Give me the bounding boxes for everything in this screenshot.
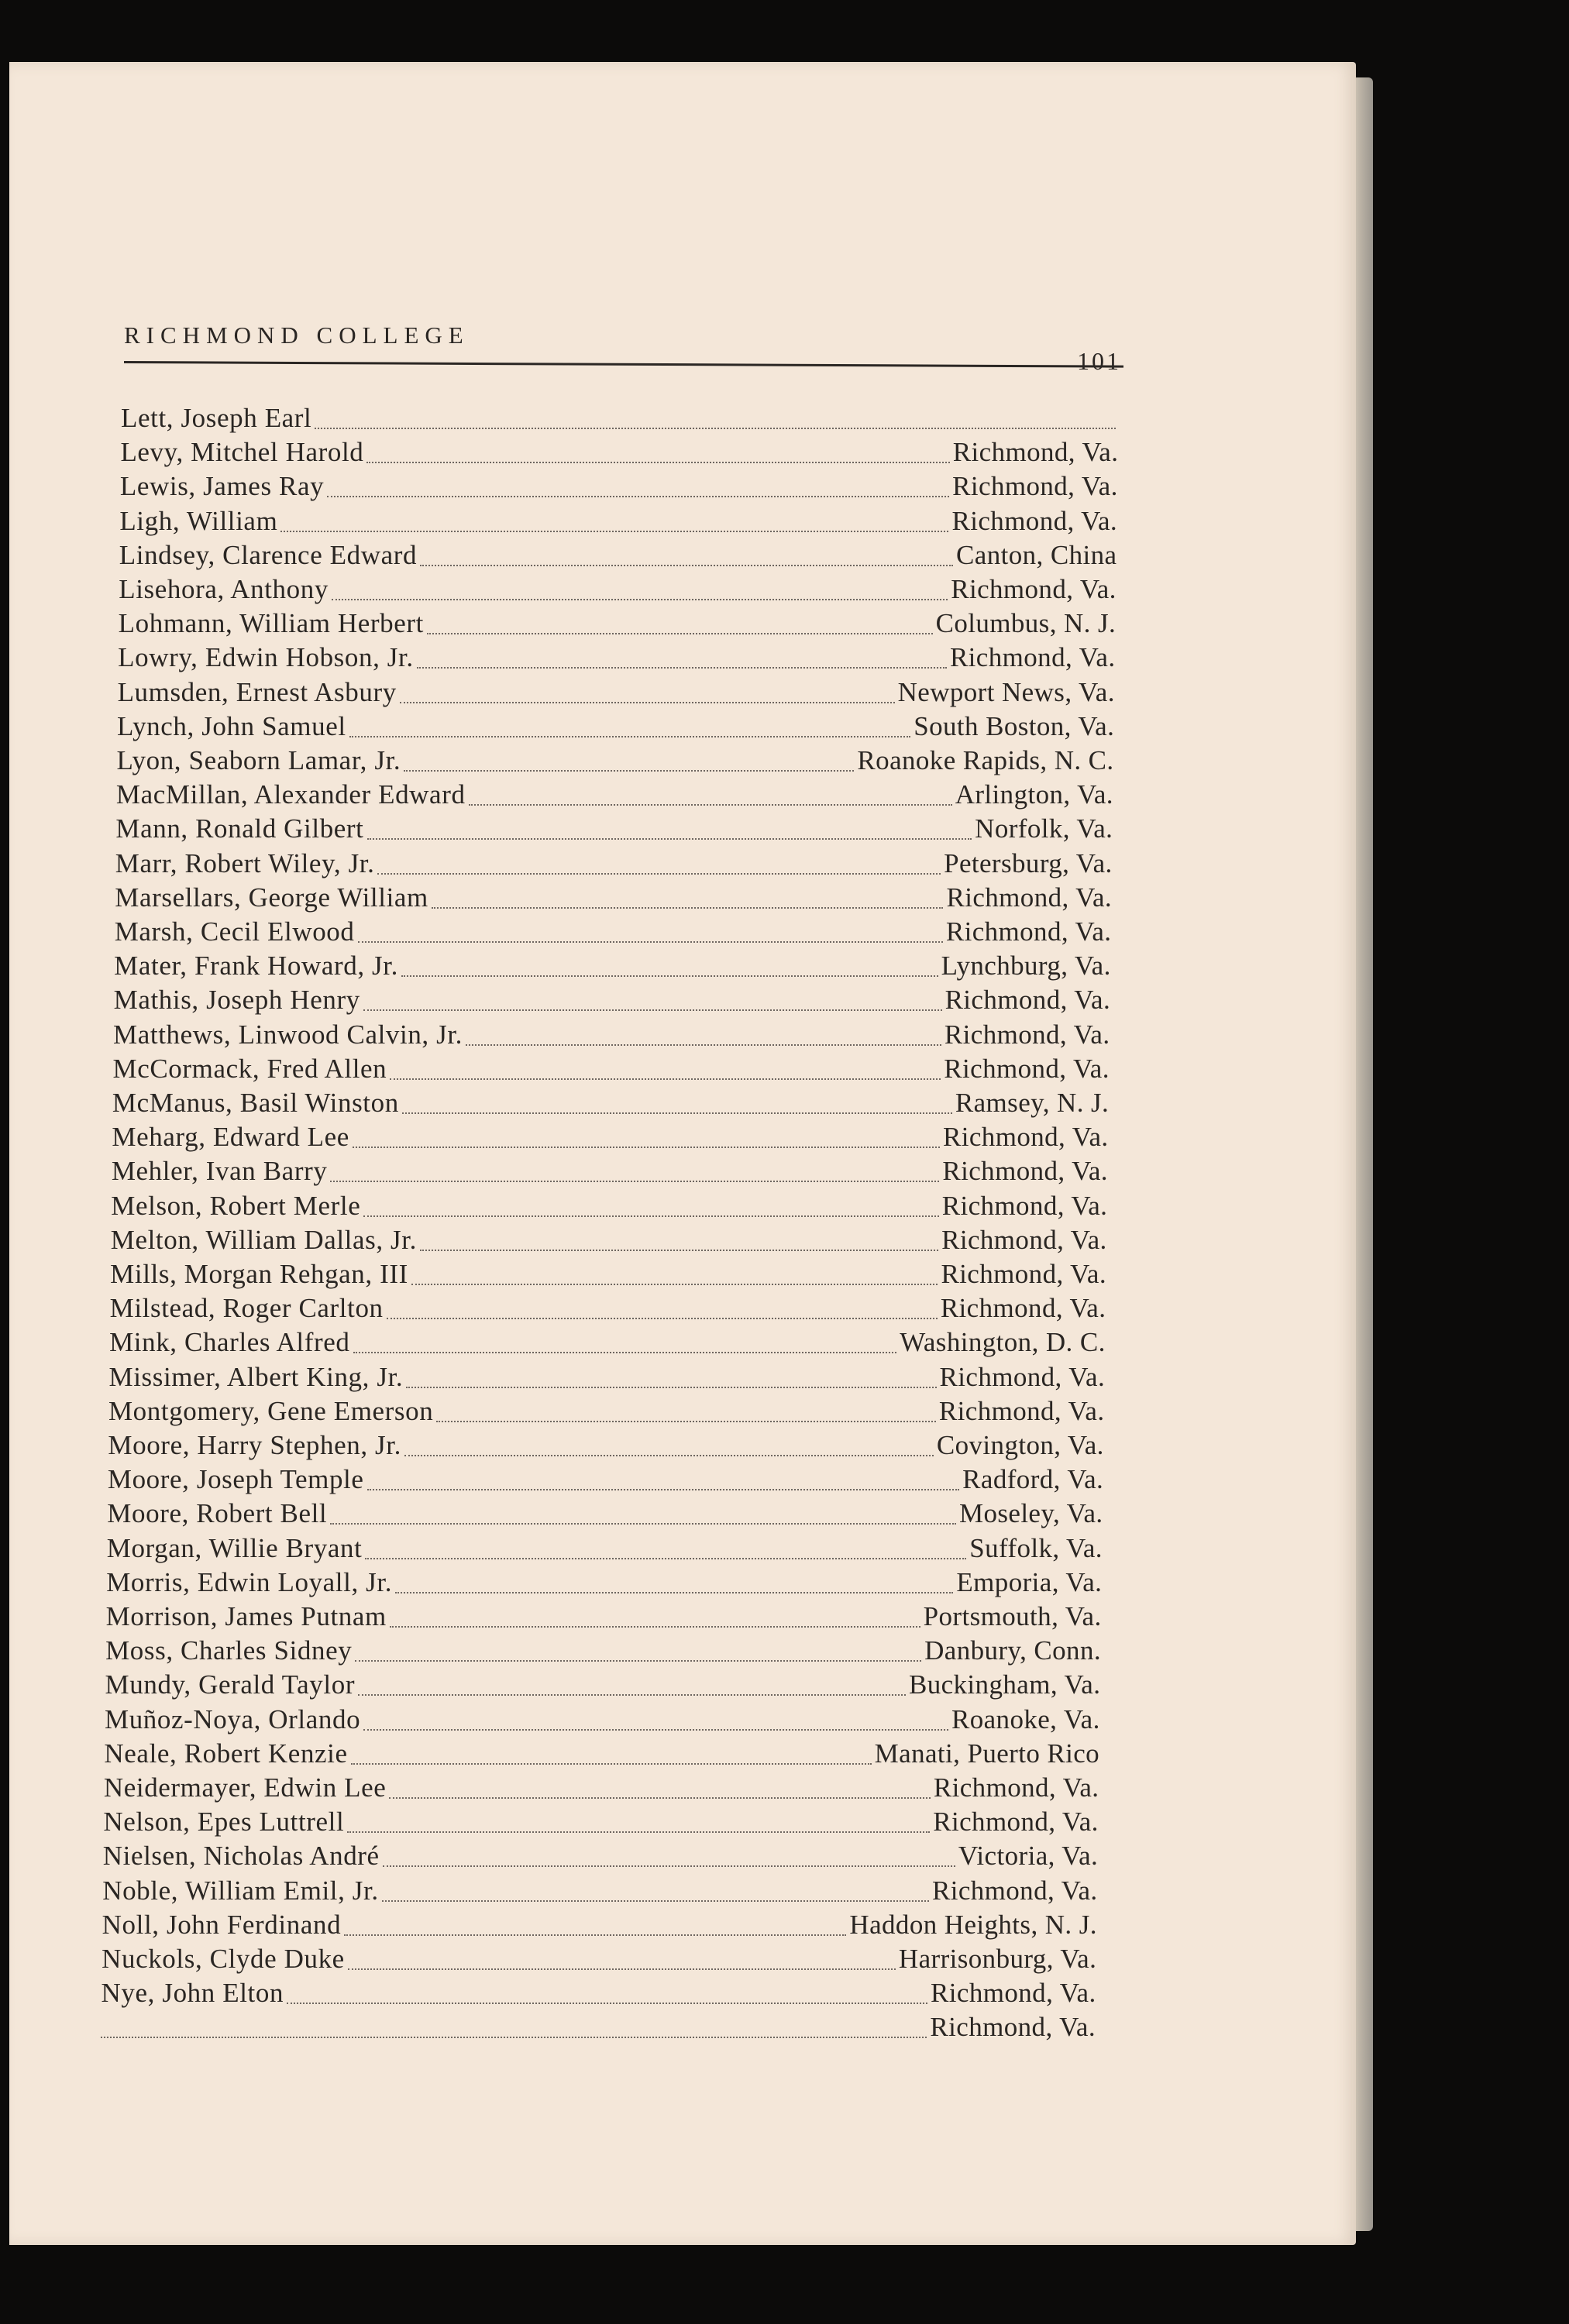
hometown: Richmond, Va. [930, 2012, 1096, 2043]
student-name: Mills, Morgan Rehgan, III [110, 1259, 408, 1289]
dot-leader [332, 598, 948, 600]
dot-leader [400, 701, 895, 703]
roster-entry [115, 882, 1112, 916]
dot-leader [389, 1796, 930, 1799]
student-name: Lisehora, Anthony [119, 574, 329, 604]
dot-leader [406, 1386, 936, 1388]
dot-leader [353, 1146, 940, 1148]
roster-entry [119, 506, 1117, 540]
roster-entry [104, 1772, 1099, 1807]
dot-leader [420, 1249, 938, 1251]
hometown: Lynchburg, Va. [941, 951, 1111, 982]
hometown: Richmond, Va. [949, 642, 1116, 673]
roster-entry [108, 1464, 1103, 1498]
roster-entry [113, 1019, 1110, 1054]
hometown: Moseley, Va. [958, 1498, 1103, 1529]
hometown: Emporia, Va. [956, 1566, 1103, 1597]
hometown: Victoria, Va. [958, 1841, 1099, 1872]
roster-entry [105, 1704, 1100, 1738]
dot-leader [417, 666, 947, 669]
dot-leader [390, 1625, 920, 1628]
roster-entry [111, 1225, 1107, 1259]
dot-leader [432, 906, 944, 909]
roster-entry [117, 711, 1114, 745]
dot-leader [330, 1522, 956, 1525]
hometown: Harrisonburg, Va. [898, 1944, 1097, 1974]
student-name: Meharg, Edward Lee [112, 1122, 349, 1153]
student-name: Lett, Joseph Earl [121, 403, 312, 433]
hometown: Newport News, Va. [897, 676, 1115, 707]
dot-leader [365, 1557, 966, 1559]
roster-entry [108, 1396, 1105, 1430]
roster-entry [115, 813, 1113, 847]
student-name: Melton, William Dallas, Jr. [110, 1224, 417, 1255]
dot-leader [402, 1112, 952, 1114]
roster-entry [105, 1669, 1101, 1703]
student-name: McManus, Basil Winston [112, 1088, 399, 1118]
hometown: Covington, Va. [936, 1430, 1104, 1460]
dot-leader [344, 1934, 846, 1936]
roster-entry [110, 1259, 1106, 1293]
dot-leader [355, 1659, 921, 1662]
hometown: Richmond, Va. [943, 1122, 1109, 1153]
roster-entry [112, 1054, 1109, 1088]
dot-leader [353, 1351, 897, 1353]
dot-leader [363, 1009, 942, 1011]
roster-entry [119, 540, 1117, 574]
hometown: Arlington, Va. [955, 779, 1113, 810]
hometown: Roanoke Rapids, N. C. [857, 745, 1114, 775]
student-name: Noble, William Emil, Jr. [102, 1875, 379, 1906]
hometown: Richmond, Va. [941, 1190, 1108, 1221]
hometown: Richmond, Va. [938, 1395, 1105, 1426]
roster-entry [104, 1738, 1099, 1772]
dot-leader [377, 872, 941, 875]
dot-leader [382, 1899, 929, 1902]
hometown: Richmond, Va. [944, 1019, 1110, 1050]
dot-leader [466, 1043, 941, 1046]
hometown: Danbury, Conn. [924, 1635, 1101, 1666]
roster-entry [110, 1293, 1106, 1327]
student-name: Morrison, James Putnam [105, 1601, 387, 1631]
hometown: Ramsey, N. J. [955, 1088, 1110, 1118]
student-name: Moore, Harry Stephen, Jr. [108, 1430, 401, 1460]
student-name: Morgan, Willie Bryant [106, 1532, 363, 1563]
dot-leader [390, 1078, 941, 1080]
dot-leader [367, 837, 972, 840]
dot-leader [287, 2002, 927, 2004]
roster-entry [111, 1191, 1107, 1225]
hometown: Suffolk, Va. [969, 1532, 1103, 1563]
dot-leader [401, 975, 938, 977]
hometown: Richmond, Va. [945, 916, 1112, 947]
student-name: Lewis, James Ray [119, 471, 325, 502]
student-name: Mundy, Gerald Taylor [105, 1669, 356, 1700]
roster-entry [107, 1498, 1103, 1532]
dot-leader [315, 427, 1116, 429]
student-name: Nuckols, Clyde Duke [102, 1944, 345, 1974]
hometown: Haddon Heights, N. J. [849, 1909, 1097, 1940]
roster-entry [116, 745, 1113, 779]
student-name: Melson, Robert Merle [111, 1190, 361, 1221]
dot-leader [363, 1728, 948, 1731]
dot-leader [358, 1693, 906, 1696]
student-name: Moore, Joseph Temple [107, 1464, 364, 1495]
hometown: Portsmouth, Va. [923, 1601, 1102, 1631]
roster-entry [109, 1327, 1106, 1361]
dot-leader [420, 564, 953, 566]
roster-entry [102, 1875, 1097, 1910]
hometown: Petersburg, Va. [944, 847, 1113, 878]
hometown: Richmond, Va. [933, 1772, 1099, 1803]
running-head: RICHMOND COLLEGE [124, 321, 470, 349]
student-name: Lynch, John Samuel [117, 710, 346, 741]
roster-entry [112, 1088, 1109, 1122]
student-name: Levy, Mitchel Harold [120, 437, 364, 468]
roster-list [9, 62, 1356, 2245]
roster-entry [114, 985, 1111, 1019]
roster-entry [109, 1362, 1106, 1396]
hometown: Norfolk, Va. [975, 813, 1113, 844]
roster-entry [106, 1601, 1102, 1635]
dot-leader [387, 1317, 938, 1319]
student-name: Lowry, Edwin Hobson, Jr. [118, 642, 414, 673]
hometown: Canton, China [956, 539, 1117, 570]
hometown: Richmond, Va. [952, 437, 1119, 468]
dot-leader [280, 530, 948, 532]
hometown: Richmond, Va. [952, 471, 1118, 502]
dot-leader [366, 461, 949, 463]
roster-entry [107, 1533, 1103, 1567]
dot-leader [349, 735, 911, 737]
student-name: Marsellars, George William [115, 882, 428, 913]
dot-leader [351, 1762, 872, 1765]
roster-entry [115, 916, 1112, 951]
dot-leader [358, 940, 943, 943]
hometown: Richmond, Va. [931, 1875, 1098, 1906]
student-name: Lohmann, William Herbert [118, 608, 424, 639]
student-name: Neidermayer, Edwin Lee [103, 1772, 387, 1803]
student-name: Marr, Robert Wiley, Jr. [115, 847, 375, 878]
dot-leader [395, 1591, 953, 1593]
roster-entry [101, 2012, 1096, 2046]
student-name: MacMillan, Alexander Edward [115, 779, 466, 810]
dot-leader [383, 1865, 955, 1867]
student-name: Moore, Robert Bell [107, 1498, 328, 1529]
student-name: Mink, Charles Alfred [109, 1327, 350, 1358]
dot-leader [411, 1283, 938, 1285]
book-page [9, 62, 1356, 2245]
roster-entry [108, 1430, 1103, 1464]
roster-entry [106, 1567, 1102, 1601]
student-name: Mehler, Ivan Barry [111, 1156, 328, 1187]
hometown: Richmond, Va. [933, 1807, 1099, 1838]
dot-leader [330, 1180, 939, 1182]
student-name: Lindsey, Clarence Edward [119, 539, 418, 570]
roster-entry [118, 677, 1115, 711]
hometown: Richmond, Va. [941, 1224, 1107, 1255]
hometown: Richmond, Va. [939, 1361, 1106, 1392]
student-name: Lumsden, Ernest Asbury [117, 676, 397, 707]
student-name: Moss, Charles Sidney [105, 1635, 353, 1666]
student-name: Matthews, Linwood Calvin, Jr. [113, 1019, 463, 1050]
roster-entry [112, 1156, 1108, 1190]
roster-entry [120, 437, 1118, 471]
student-name: Nye, John Elton [101, 1978, 284, 2009]
hometown: Manati, Puerto Rico [874, 1738, 1100, 1769]
roster-entry [103, 1841, 1098, 1875]
hometown: Richmond, Va. [944, 985, 1111, 1016]
hometown: Radford, Va. [962, 1464, 1104, 1495]
roster-entry [102, 1910, 1097, 1944]
dot-leader [327, 495, 949, 497]
dot-leader [427, 632, 933, 634]
roster-entry [102, 1978, 1096, 2012]
roster-entry [120, 471, 1118, 505]
roster-entry [102, 1944, 1096, 1978]
hometown: Richmond, Va. [951, 505, 1118, 536]
dot-leader [404, 1454, 934, 1456]
dot-leader [101, 2036, 927, 2038]
hometown: Richmond, Va. [942, 1156, 1108, 1187]
roster-entry [119, 574, 1117, 608]
student-name: Milstead, Roger Carlton [109, 1293, 384, 1324]
student-name: Mater, Frank Howard, Jr. [114, 951, 398, 982]
page-number: 101 [1077, 347, 1121, 375]
student-name: Montgomery, Gene Emerson [108, 1395, 434, 1426]
hometown: Washington, D. C. [900, 1327, 1106, 1358]
hometown: Columbus, N. J. [935, 608, 1117, 639]
student-name: Noll, John Ferdinand [102, 1909, 342, 1940]
roster-entry [116, 779, 1113, 813]
roster-entry [105, 1635, 1101, 1669]
hometown: Richmond, Va. [940, 1293, 1106, 1324]
student-name: Ligh, William [119, 505, 278, 536]
student-name: Nielsen, Nicholas André [102, 1841, 380, 1872]
hometown: Richmond, Va. [946, 882, 1113, 913]
student-name: Mann, Ronald Gilbert [115, 813, 364, 844]
dot-leader [404, 769, 854, 772]
roster-entry [114, 951, 1111, 985]
student-name: Mathis, Joseph Henry [113, 985, 360, 1016]
student-name: Lyon, Seaborn Lamar, Jr. [116, 745, 401, 775]
roster-entry [118, 642, 1115, 676]
student-name: McCormack, Fred Allen [112, 1053, 387, 1084]
hometown: Richmond, Va. [951, 574, 1117, 604]
hometown: Buckingham, Va. [908, 1669, 1101, 1700]
roster-entry [115, 848, 1113, 882]
hometown: Richmond, Va. [941, 1259, 1107, 1289]
dot-leader [436, 1420, 936, 1422]
student-name: Neale, Robert Kenzie [104, 1738, 348, 1769]
student-name: Morris, Edwin Loyall, Jr. [106, 1566, 393, 1597]
dot-leader [348, 1968, 896, 1970]
dot-leader [347, 1831, 930, 1833]
student-name: Nelson, Epes Luttrell [103, 1807, 345, 1838]
hometown: Roanoke, Va. [951, 1703, 1100, 1734]
student-name: Muñoz-Noya, Orlando [104, 1703, 361, 1734]
dot-leader [363, 1215, 938, 1217]
student-name: Missimer, Albert King, Jr. [108, 1361, 404, 1392]
roster-entry [112, 1122, 1108, 1156]
roster-entry [121, 403, 1119, 437]
student-name: Marsh, Cecil Elwood [114, 916, 355, 947]
hometown: South Boston, Va. [914, 710, 1115, 741]
dot-leader [469, 803, 952, 806]
dot-leader [367, 1488, 960, 1490]
roster-entry [119, 608, 1116, 642]
roster-entry [103, 1807, 1099, 1841]
hometown: Richmond, Va. [944, 1053, 1110, 1084]
hometown: Richmond, Va. [931, 1978, 1096, 2009]
